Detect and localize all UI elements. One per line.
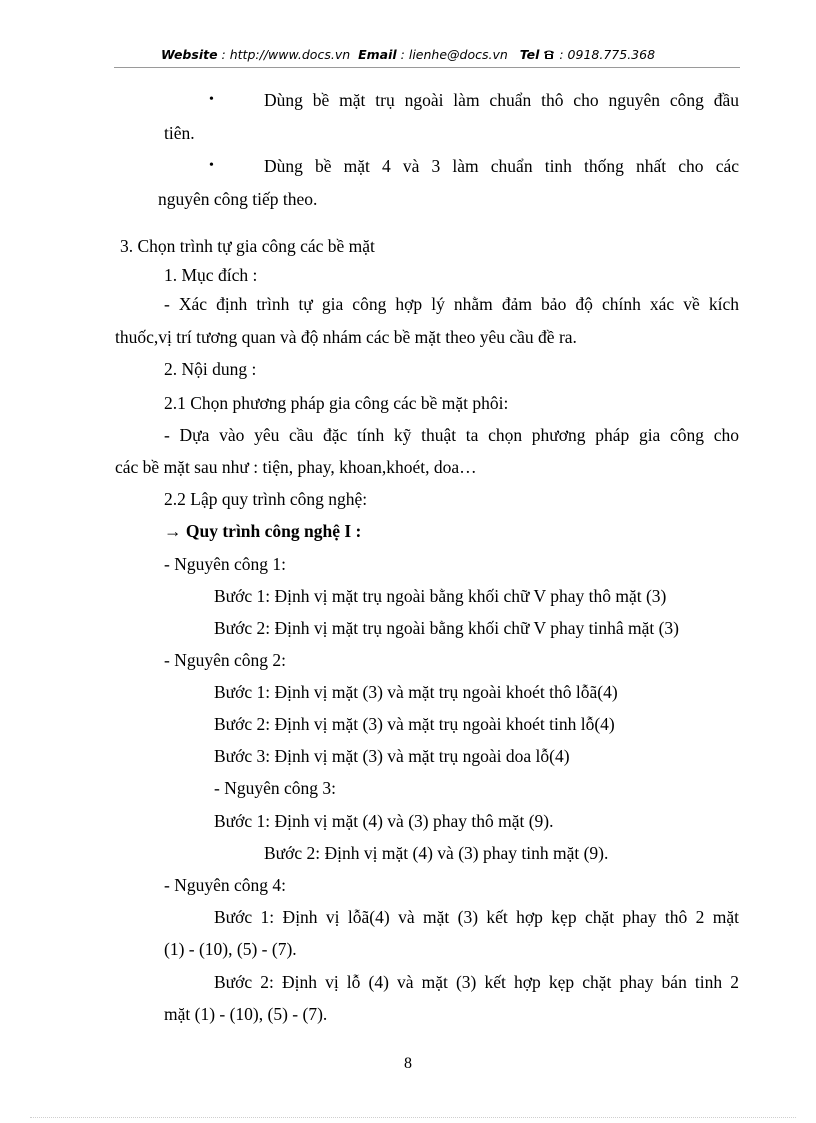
tel-number: 0918.775.368 [567, 47, 656, 62]
phone-icon [543, 49, 555, 60]
purpose-line-2: thuốc,vị trí tương quan và độ nhám các bề mặt theo yêu cầu đề ra. [115, 327, 577, 347]
page-bottom-border [30, 1117, 796, 1118]
operation-4-step-1-line-1: Bước 1: Định vị lỗã(4) và mặt (3) kết hợp kẹp chặt phay thô 2 mặt [214, 907, 739, 927]
subsection-2-1: 2.1 Chọn phương pháp gia công các bề mặt phôi: [164, 393, 509, 413]
bullet-1-line-2: tiên. [164, 123, 195, 143]
bullet-2-line-2: nguyên công tiếp theo. [158, 189, 318, 209]
process-title: → Quy trình công nghệ I : [164, 521, 362, 541]
arrow-right-icon: → [164, 521, 182, 541]
operation-3-step-2: Bước 2: Định vị mặt (4) và (3) phay tinh mặt (9). [264, 843, 609, 863]
operation-4-step-1-line-2: (1) - (10), (5) - (7). [164, 939, 297, 959]
tel-label: Tel [519, 47, 540, 62]
header-divider [114, 67, 740, 68]
bullet-1-line-1: Dùng bề mặt trụ ngoài làm chuẩn thô cho nguyên công đầu [264, 90, 739, 110]
subsection-2-1-line-2: các bề mặt sau như : tiện, phay, khoan,khoét, doa… [115, 457, 477, 477]
page-header: Website : http://www.docs.vn Email : lienhe@docs.vn Tel : 0918.775.368 [160, 47, 656, 62]
page-number: 8 [404, 1055, 412, 1072]
operation-4: - Nguyên công 4: [164, 875, 286, 895]
operation-3: - Nguyên công 3: [214, 778, 336, 798]
operation-2-step-1: Bước 1: Định vị mặt (3) và mặt trụ ngoài khoét thô lỗã(4) [214, 682, 618, 702]
operation-4-step-2-line-2: mặt (1) - (10), (5) - (7). [164, 1004, 328, 1024]
bullet-2-line-1: Dùng bề mặt 4 và 3 làm chuẩn tinh thống nhất cho các [264, 156, 739, 176]
bullet-icon: • [209, 158, 214, 173]
operation-2-step-3: Bước 3: Định vị mặt (3) và mặt trụ ngoài doa lỗ(4) [214, 746, 570, 766]
purpose-heading: 1. Mục đích : [164, 265, 258, 285]
website-label: Website [160, 47, 218, 62]
website-link[interactable]: http://www.docs.vn [229, 47, 351, 62]
email-link[interactable]: lienhe@docs.vn [408, 47, 508, 62]
operation-2-step-2: Bước 2: Định vị mặt (3) và mặt trụ ngoài khoét tinh lỗ(4) [214, 714, 615, 734]
operation-4-step-2-line-1: Bước 2: Định vị lỗ (4) và mặt (3) kết hợp kẹp chặt phay bán tinh 2 [214, 972, 739, 992]
subsection-2-2: 2.2 Lập quy trình công nghệ: [164, 489, 368, 509]
email-label: Email [358, 47, 397, 62]
section-3-title: 3. Chọn trình tự gia công các bề mặt [120, 236, 375, 256]
purpose-line-1: - Xác định trình tự gia công hợp lý nhằm đảm bảo độ chính xác về kích [164, 294, 739, 314]
operation-1-step-1: Bước 1: Định vị mặt trụ ngoài bằng khối chữ V phay thô mặt (3) [214, 586, 667, 606]
bullet-icon: • [209, 92, 214, 107]
operation-1-step-2: Bước 2: Định vị mặt trụ ngoài bằng khối chữ V phay tinhâ mặt (3) [214, 618, 680, 638]
operation-3-step-1: Bước 1: Định vị mặt (4) và (3) phay thô mặt (9). [214, 811, 554, 831]
operation-2: - Nguyên công 2: [164, 650, 286, 670]
subsection-2-1-line-1: - Dựa vào yêu cầu đặc tính kỹ thuật ta chọn phương pháp gia công cho [164, 425, 739, 445]
operation-1: - Nguyên công 1: [164, 554, 286, 574]
content-heading: 2. Nội dung : [164, 359, 257, 379]
